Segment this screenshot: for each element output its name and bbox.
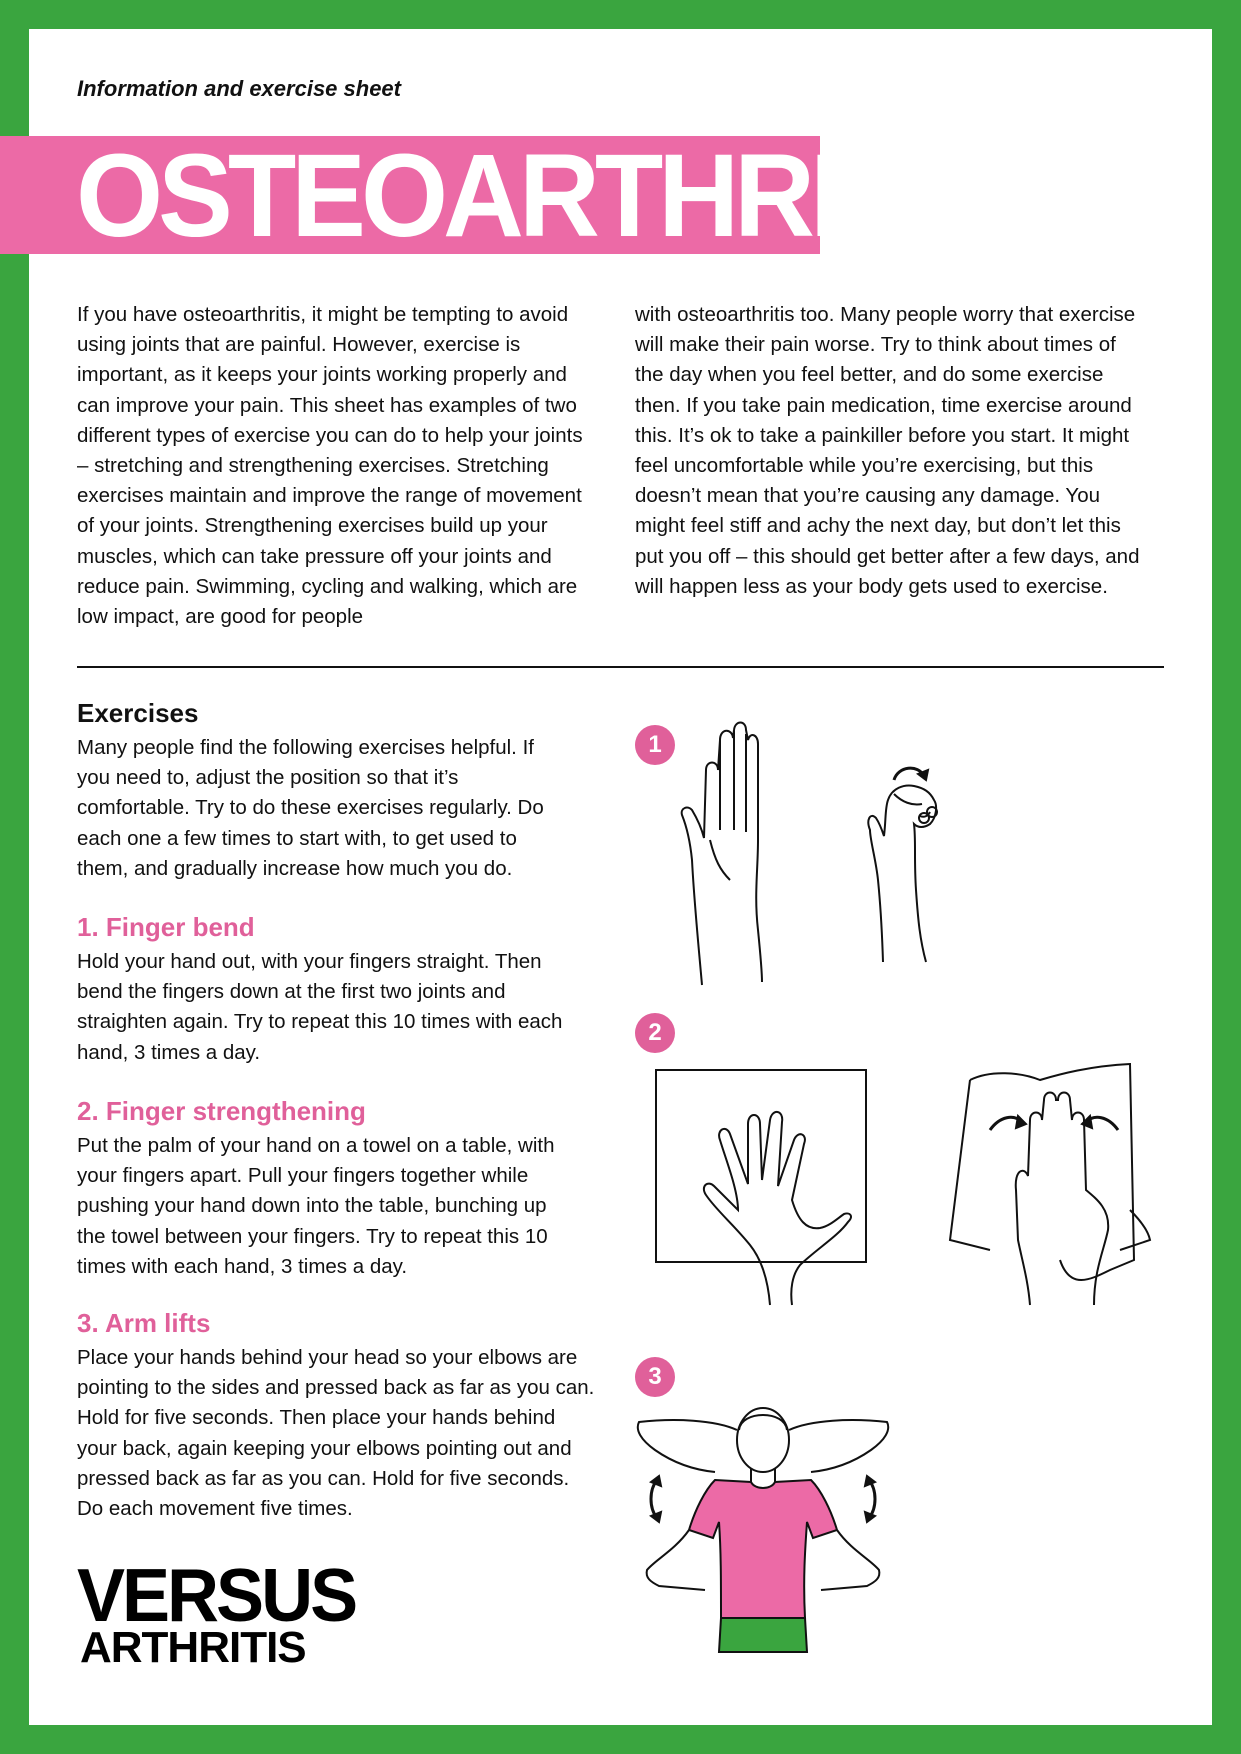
exercise-3-heading: 3. Arm lifts bbox=[77, 1308, 211, 1338]
exercise-1-text: Hold your hand out, with your fingers straight. Then bend the fingers down at the first two joints and straighten again. Try to repeat this 10 times with each hand, 3 times a day. bbox=[77, 950, 563, 1064]
intro-text-right: with osteoarthritis too. Many people worry that exercise will make their pain worse. Try to think about times of the day when you feel better, and do some exercise then. If you take pain medication, time exercise around this. It’s ok to take a painkiller before you start. It might feel uncomfortable while you’re exercising, but this doesn’t mean that you’re causing any damage. You might feel stiff and achy the next day, but don’t let this put you off – this should get better after a few days, and will happen less as your body gets used to exercise. bbox=[635, 303, 1140, 598]
exercise-3-text: Place your hands behind your head so your elbows are pointing to the sides and pressed back as far as you can. Hold for five seconds. Then place your hands behind your back, again keeping your elbows pointing out and pressed back as far as you can. Hold for five seconds. Do each movement five times. bbox=[77, 1346, 595, 1521]
logo-line-1: VERSUS bbox=[77, 1553, 356, 1638]
section-divider bbox=[77, 666, 1164, 668]
intro-column-left bbox=[77, 300, 587, 632]
finger-strengthening-illustration bbox=[650, 1060, 1160, 1310]
versus-arthritis-logo bbox=[77, 1553, 356, 1672]
exercise-1-body bbox=[77, 947, 572, 1068]
intro-column-right bbox=[635, 300, 1145, 602]
logo-line-2: ARTHRITIS bbox=[80, 1623, 306, 1672]
exercise-1-number-badge: 1 bbox=[635, 725, 675, 765]
arm-lifts-illustration bbox=[635, 1390, 895, 1680]
exercise-1-heading: 1. Finger bend bbox=[77, 912, 255, 942]
exercise-2-body bbox=[77, 1131, 577, 1282]
page-title: OSTEOARTHRITIS bbox=[76, 129, 996, 262]
exercise-3-number-badge: 3 bbox=[635, 1357, 675, 1397]
exercise-2-heading: 2. Finger strengthening bbox=[77, 1096, 366, 1126]
exercises-intro-text: Many people find the following exercises helpful. If you need to, adjust the position so that it’s comfortable. Try to do these exercises regularly. Do each one a few times to start with, to get used to them, and gradually increase how much you do. bbox=[77, 736, 544, 880]
exercises-intro bbox=[77, 733, 567, 884]
exercise-2-number-badge: 2 bbox=[635, 1013, 675, 1053]
exercise-3-body bbox=[77, 1343, 597, 1524]
finger-bend-illustration bbox=[680, 720, 960, 995]
exercise-2-text: Put the palm of your hand on a towel on a table, with your fingers apart. Pull your fingers together while pushing your hand down into the table, bunching up the towel between your fingers. Try to repeat this 10 times with each hand, 3 times a day. bbox=[77, 1134, 555, 1278]
document-subtitle: Information and exercise sheet bbox=[77, 76, 401, 101]
exercises-heading: Exercises bbox=[77, 698, 199, 728]
intro-text-left: If you have osteoarthritis, it might be tempting to avoid using joints that are painful. However, exercise is important, as it keeps your joints working properly and can improve your pain. This sheet has examples of two different types of exercise you can do to help your joints – stretching and strengthening exercises. Stretching exercises maintain and improve the range of movement of your joints. Strengthening exercises build up your muscles, which can take pressure off your joints and reduce pain. Swimming, cycling and walking, which are low impact, are good for people bbox=[77, 303, 583, 629]
